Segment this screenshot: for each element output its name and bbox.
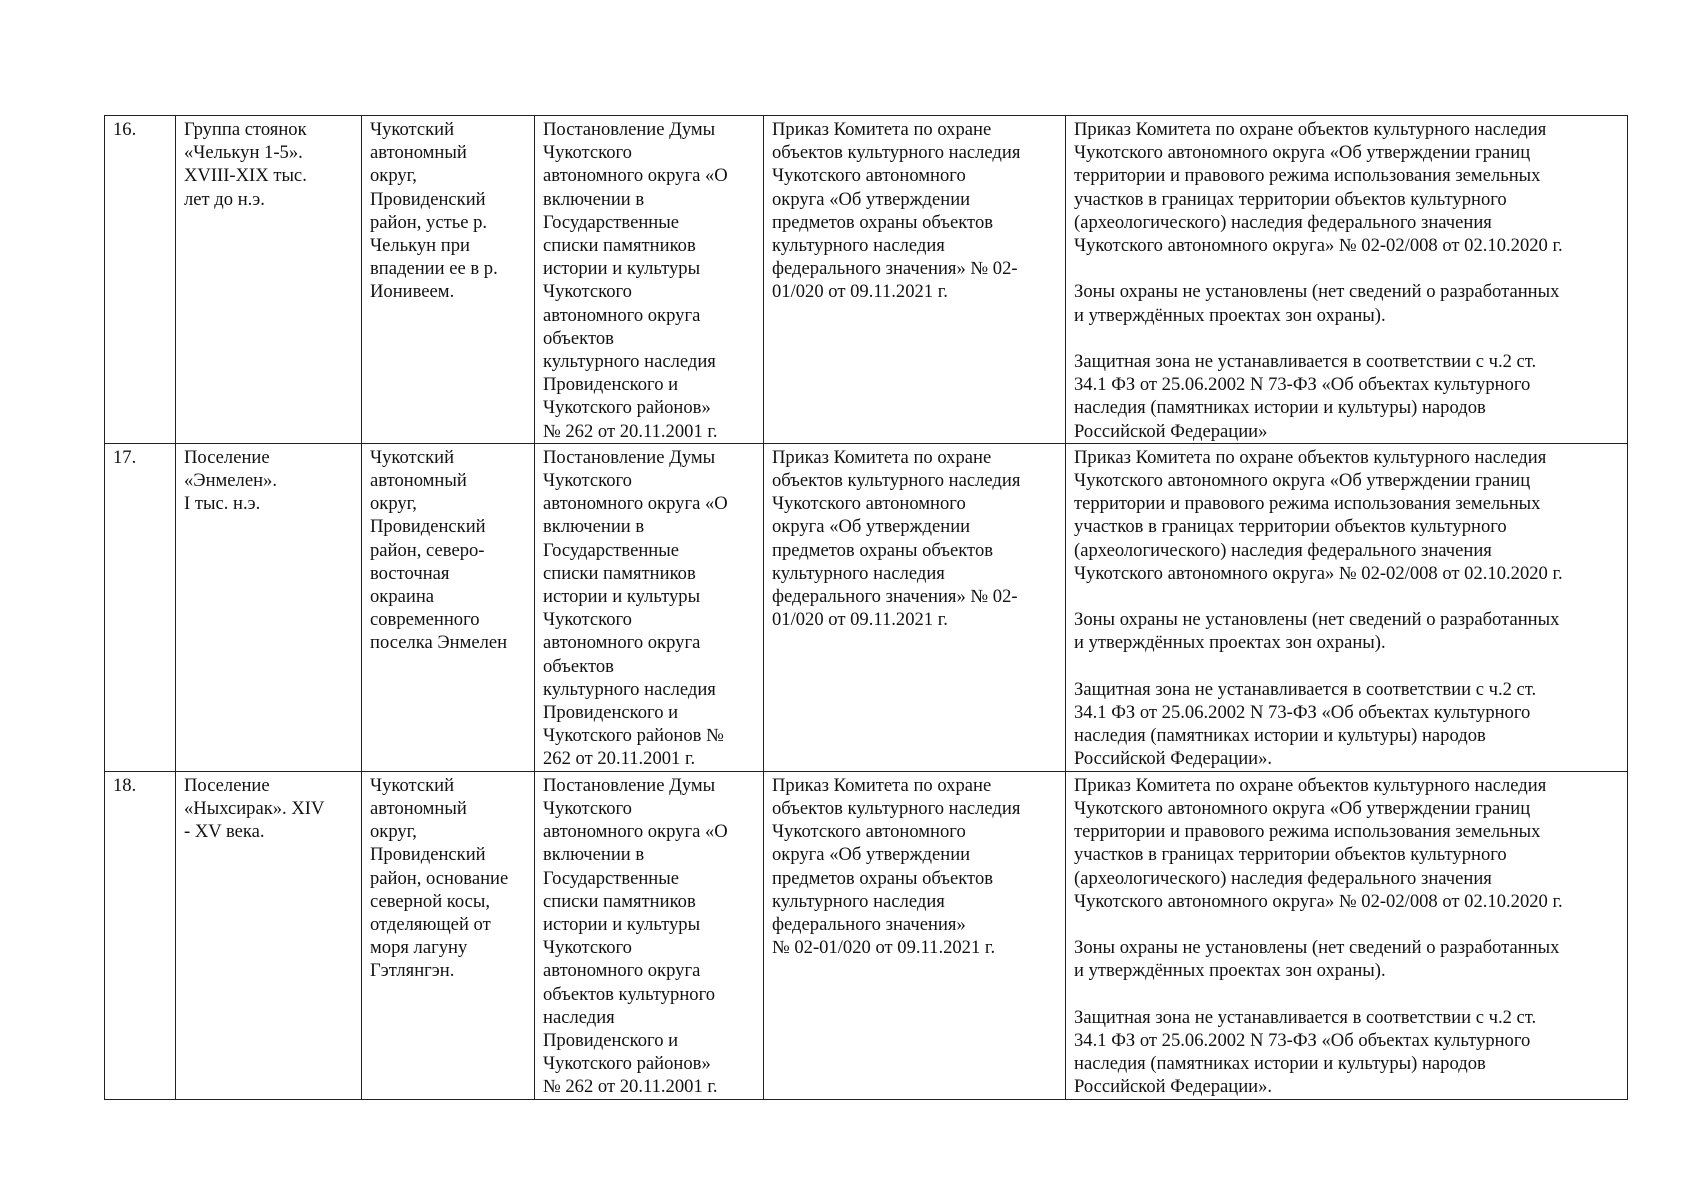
- table-row: [105, 443, 1628, 771]
- subject-order-cell: [764, 771, 1066, 1099]
- subject-order-cell: [764, 116, 1066, 444]
- territory-protection-info: Приказ Комитета по охране объектов культурного наследия Чукотского автономного округа «Об утверждении границ территории и правового режима использования земельных участков в границах территории объектов культурного (археологического) наследия федерального значения Чукотского автономного округа» № 02-02/008 от 02.10.2020 г. Зоны охраны не установлены (нет сведений о разработанных и утверждённых проектах зон охраны). Защитная зона не устанавливается в соответствии с ч.2 ст. 34.1 ФЗ от 25.06.2002 N 73-ФЗ «Об объектах культурного наследия (памятниках истории и культуры) народов Российской Федерации».: [1074, 774, 1563, 1098]
- object-name: Поселение «Ныхсирак». XIV - XV века.: [184, 774, 325, 843]
- object-name-cell: [176, 116, 362, 444]
- inclusion-document: Постановление Думы Чукотского автономного округа «О включении в Государственные списки памятников истории и культуры Чукотского автономного округа объектов культурного наследия Провиденского и Чукотского районов № 262 от 20.11.2001 г.: [543, 446, 728, 770]
- row-number-cell: [105, 116, 176, 444]
- object-location: Чукотский автономный округ, Провиденский район, устье р. Челькун при впадении ее в р. Ионивеем.: [370, 119, 498, 303]
- inclusion-document: Постановление Думы Чукотского автономного округа «О включении в Государственные списки памятников истории и культуры Чукотского автономного округа объектов культурного наследия Провиденского и Чукотского районов» № 262 от 20.11.2001 г.: [543, 119, 728, 442]
- inclusion-doc-cell: [535, 771, 764, 1099]
- row-number-cell: [105, 443, 176, 771]
- protection-cell: [1066, 443, 1628, 771]
- territory-protection-info: Приказ Комитета по охране объектов культурного наследия Чукотского автономного округа «Об утверждении границ территории и правового режима использования земельных участков в границах территории объектов культурного (археологического) наследия федерального значения Чукотского автономного округа» № 02-02/008 от 02.10.2020 г. Зоны охраны не установлены (нет сведений о разработанных и утверждённых проектах зон охраны). Защитная зона не устанавливается в соответствии с ч.2 ст. 34.1 ФЗ от 25.06.2002 N 73-ФЗ «Об объектах культурного наследия (памятниках истории и культуры) народов Российской Федерации»: [1074, 119, 1563, 442]
- row-number: 16.: [113, 119, 137, 140]
- object-location: Чукотский автономный округ, Провиденский район, основание северной косы, отделяющей от моря лагуну Гэтлянгэн.: [370, 774, 509, 982]
- inclusion-doc-cell: [535, 443, 764, 771]
- location-cell: [362, 771, 535, 1099]
- location-cell: [362, 116, 535, 444]
- object-location: Чукотский автономный округ, Провиденский район, северо- восточная окраина современного поселка Энмелен: [370, 446, 508, 654]
- row-number: 17.: [113, 446, 137, 468]
- row-number-cell: [105, 771, 176, 1099]
- location-cell: [362, 443, 535, 771]
- inclusion-doc-cell: [535, 116, 764, 444]
- subject-order-cell: [764, 443, 1066, 771]
- protection-cell: [1066, 771, 1628, 1099]
- protection-subject-order: Приказ Комитета по охране объектов культурного наследия Чукотского автономного округа «Об утверждении предметов охраны объектов культурного наследия федерального значения» № 02-01/020 от 09.11.2021 г.: [772, 774, 1021, 959]
- object-name: Поселение «Энмелен». I тыс. н.э.: [184, 446, 277, 515]
- object-name-cell: [176, 771, 362, 1099]
- object-name: Группа стоянок «Челькун 1-5». XVIII-XIX тыс. лет до н.э.: [184, 119, 307, 210]
- territory-protection-info: Приказ Комитета по охране объектов культурного наследия Чукотского автономного округа «Об утверждении границ территории и правового режима использования земельных участков в границах территории объектов культурного (археологического) наследия федерального значения Чукотского автономного округа» № 02-02/008 от 02.10.2020 г. Зоны охраны не установлены (нет сведений о разработанных и утверждённых проектах зон охраны). Защитная зона не устанавливается в соответствии с ч.2 ст. 34.1 ФЗ от 25.06.2002 N 73-ФЗ «Об объектах культурного наследия (памятниках истории и культуры) народов Российской Федерации».: [1074, 446, 1563, 770]
- inclusion-document: Постановление Думы Чукотского автономного округа «О включении в Государственные списки памятников истории и культуры Чукотского автономного округа объектов культурного наследия Провиденского и Чукотского районов» № 262 от 20.11.2001 г.: [543, 774, 728, 1098]
- table-row: [105, 116, 1628, 444]
- object-name-cell: [176, 443, 362, 771]
- row-number: 18.: [113, 774, 137, 796]
- heritage-registry-table: [104, 115, 1628, 1100]
- table-row: [105, 771, 1628, 1099]
- protection-subject-order: Приказ Комитета по охране объектов культурного наследия Чукотского автономного округа «Об утверждении предметов охраны объектов культурного наследия федерального значения» № 02- 01/020 от 09.11.2021 г.: [772, 446, 1021, 631]
- protection-subject-order: Приказ Комитета по охране объектов культурного наследия Чукотского автономного округа «Об утверждении предметов охраны объектов культурного наследия федерального значения» № 02- 01/020 от 09.11.2021 г.: [772, 119, 1021, 303]
- protection-cell: [1066, 116, 1628, 444]
